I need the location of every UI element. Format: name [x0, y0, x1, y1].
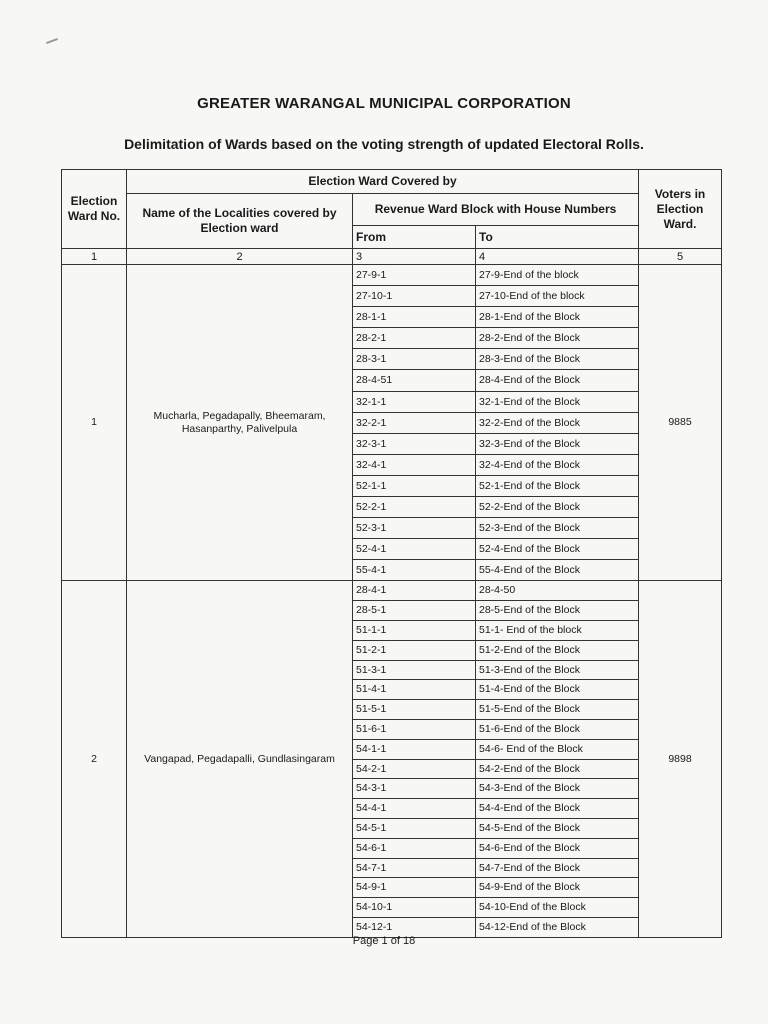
range-from: 54-2-1	[353, 759, 476, 779]
range-to: 51-4-End of the Block	[476, 680, 639, 700]
range-to: 27-9-End of the block	[476, 265, 639, 286]
column-number-row	[62, 249, 722, 265]
range-to: 54-5-End of the Block	[476, 818, 639, 838]
range-from: 51-3-1	[353, 660, 476, 680]
range-from: 52-4-1	[353, 539, 476, 560]
range-to: 54-6-End of the Block	[476, 838, 639, 858]
range-from: 54-3-1	[353, 779, 476, 799]
range-from: 54-1-1	[353, 739, 476, 759]
range-from: 51-5-1	[353, 700, 476, 720]
range-from: 51-6-1	[353, 719, 476, 739]
header-election-ward-covered-by: Election Ward Covered by	[127, 170, 639, 194]
column-number: 1	[62, 249, 127, 265]
range-from: 54-5-1	[353, 818, 476, 838]
range-from: 54-9-1	[353, 878, 476, 898]
range-to: 28-4-End of the Block	[476, 370, 639, 391]
range-from: 27-10-1	[353, 286, 476, 307]
range-to: 51-5-End of the Block	[476, 700, 639, 720]
range-from: 54-10-1	[353, 898, 476, 918]
range-to: 32-3-End of the Block	[476, 433, 639, 454]
range-to: 51-3-End of the Block	[476, 660, 639, 680]
range-from: 28-5-1	[353, 601, 476, 621]
header-revenue-ward-block: Revenue Ward Block with House Numbers	[353, 194, 639, 226]
range-from: 27-9-1	[353, 265, 476, 286]
range-from: 28-1-1	[353, 307, 476, 328]
table-row	[62, 265, 722, 286]
scan-mark	[46, 38, 58, 44]
range-to: 52-4-End of the Block	[476, 539, 639, 560]
range-to: 51-6-End of the Block	[476, 719, 639, 739]
range-to: 32-2-End of the Block	[476, 412, 639, 433]
range-from: 54-4-1	[353, 799, 476, 819]
ward-number: 1	[62, 265, 127, 581]
range-from: 52-2-1	[353, 497, 476, 518]
range-to: 28-2-End of the Block	[476, 328, 639, 349]
range-from: 32-4-1	[353, 454, 476, 475]
range-to: 28-3-End of the Block	[476, 349, 639, 370]
ward-table-body	[62, 265, 722, 938]
range-to: 52-3-End of the Block	[476, 518, 639, 539]
page-title: GREATER WARANGAL MUNICIPAL CORPORATION	[197, 95, 571, 112]
range-to: 54-12-End of the Block	[476, 917, 639, 937]
header-localities: Name of the Localities covered by Election ward	[127, 194, 353, 249]
range-to: 54-10-End of the Block	[476, 898, 639, 918]
range-to: 52-2-End of the Block	[476, 497, 639, 518]
delimitation-table	[61, 169, 722, 938]
range-to: 28-5-End of the Block	[476, 601, 639, 621]
range-to: 32-4-End of the Block	[476, 454, 639, 475]
header-to: To	[476, 226, 639, 249]
range-to: 51-2-End of the Block	[476, 640, 639, 660]
column-number: 3	[353, 249, 476, 265]
range-to: 54-2-End of the Block	[476, 759, 639, 779]
range-to: 27-10-End of the block	[476, 286, 639, 307]
range-to: 28-4-50	[476, 581, 639, 601]
page-subtitle: Delimitation of Wards based on the voting strength of updated Electoral Rolls.	[124, 136, 644, 152]
range-from: 54-6-1	[353, 838, 476, 858]
column-number: 2	[127, 249, 353, 265]
header-from: From	[353, 226, 476, 249]
range-to: 54-3-End of the Block	[476, 779, 639, 799]
table-row	[62, 581, 722, 601]
range-from: 54-12-1	[353, 917, 476, 937]
page-number: Page 1 of 18	[352, 935, 416, 947]
range-from: 28-3-1	[353, 349, 476, 370]
range-to: 32-1-End of the Block	[476, 391, 639, 412]
range-from: 52-1-1	[353, 475, 476, 496]
range-from: 28-4-1	[353, 581, 476, 601]
ward-voters: 9898	[639, 581, 722, 937]
range-to: 51-1- End of the block	[476, 621, 639, 641]
range-to: 55-4-End of the Block	[476, 560, 639, 581]
header-voters: Voters in Election Ward.	[639, 170, 722, 249]
ward-voters: 9885	[639, 265, 722, 581]
range-from: 51-4-1	[353, 680, 476, 700]
range-from: 51-2-1	[353, 640, 476, 660]
range-from: 28-4-51	[353, 370, 476, 391]
header-election-ward-no: Election Ward No.	[62, 170, 127, 249]
range-from: 32-3-1	[353, 433, 476, 454]
ward-localities: Mucharla, Pegadapally, Bheemaram, Hasanparthy, Palivelpula	[127, 265, 353, 581]
range-to: 54-6- End of the Block	[476, 739, 639, 759]
range-to: 28-1-End of the Block	[476, 307, 639, 328]
range-from: 52-3-1	[353, 518, 476, 539]
range-from: 51-1-1	[353, 621, 476, 641]
range-from: 32-2-1	[353, 412, 476, 433]
range-to: 54-7-End of the Block	[476, 858, 639, 878]
range-to: 54-9-End of the Block	[476, 878, 639, 898]
range-to: 52-1-End of the Block	[476, 475, 639, 496]
range-from: 28-2-1	[353, 328, 476, 349]
ward-localities: Vangapad, Pegadapalli, Gundlasingaram	[127, 581, 353, 937]
range-from: 54-7-1	[353, 858, 476, 878]
range-to: 54-4-End of the Block	[476, 799, 639, 819]
column-number: 5	[639, 249, 722, 265]
range-from: 32-1-1	[353, 391, 476, 412]
column-number: 4	[476, 249, 639, 265]
range-from: 55-4-1	[353, 560, 476, 581]
ward-number: 2	[62, 581, 127, 937]
